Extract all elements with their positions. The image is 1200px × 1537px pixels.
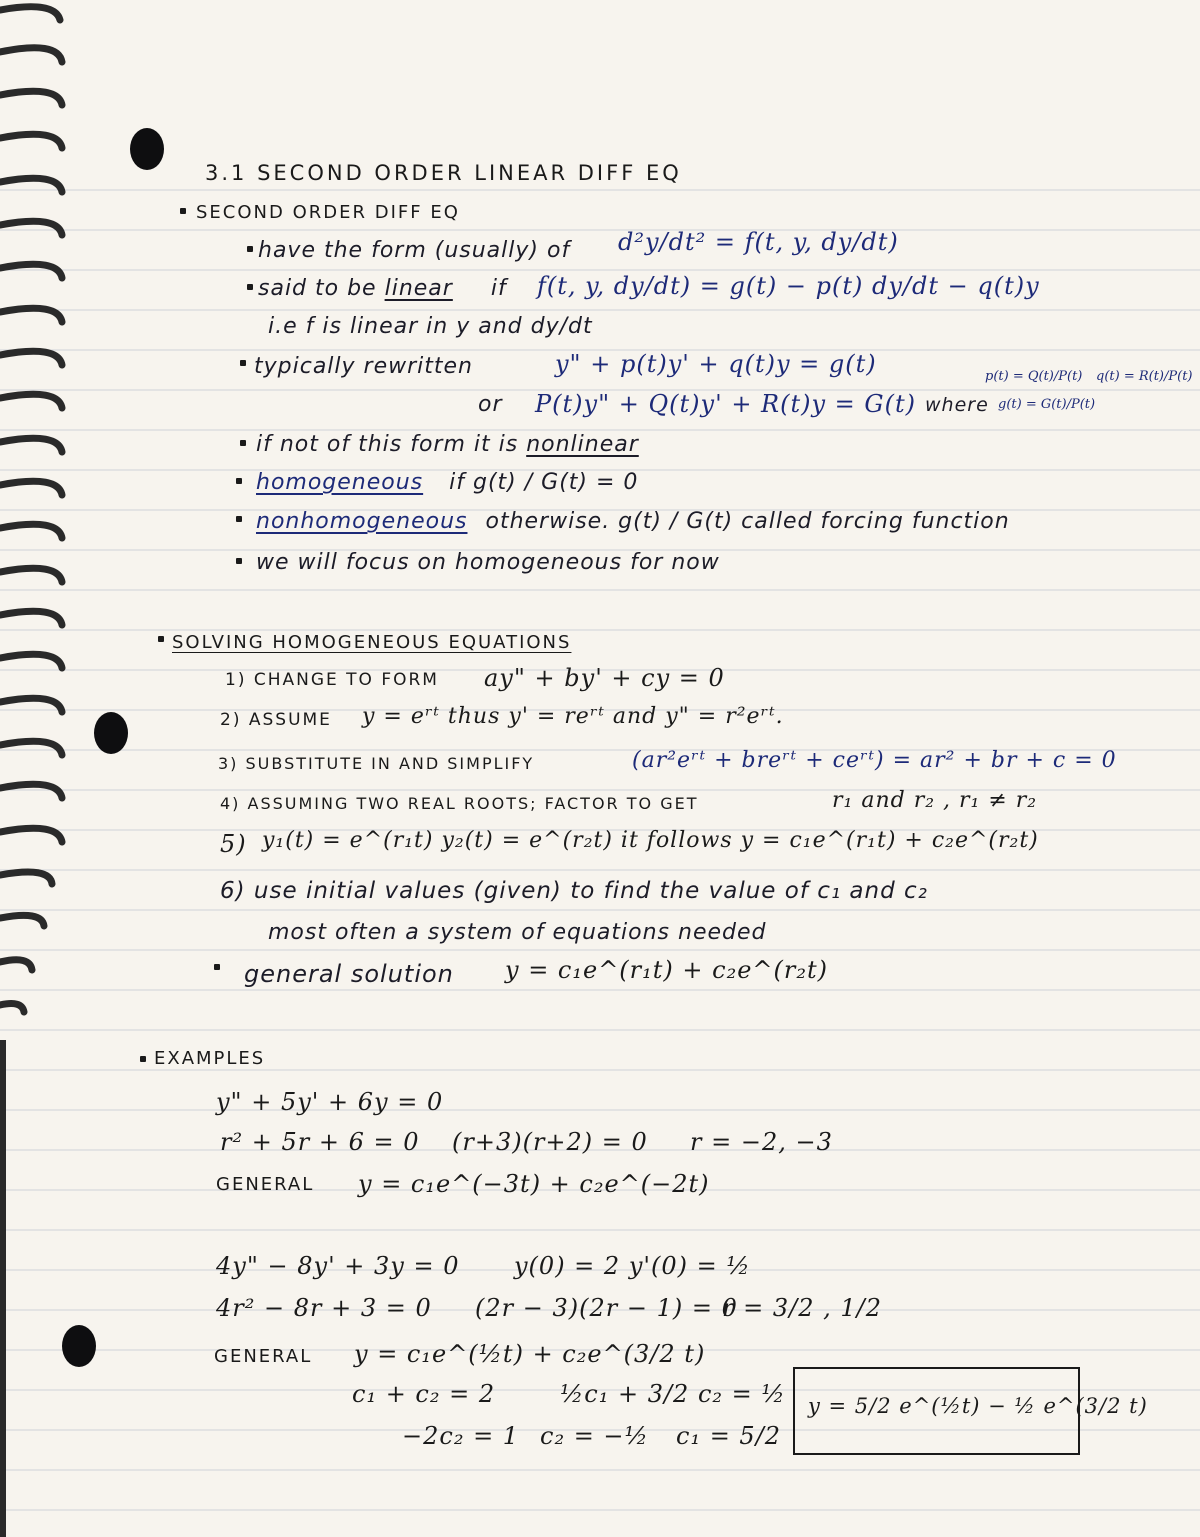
section-heading: SOLVING HOMOGENEOUS EQUATIONS [172,632,572,653]
homogeneous-rest: if g(t) / G(t) = 0 [449,470,639,495]
linear-equation: f(t, y, dy/dt) = g(t) − p(t) dy/dt − q(t)y [537,272,1040,300]
punch-hole [62,1325,96,1367]
bullet [240,440,246,446]
punch-hole [94,712,128,754]
nonlinear-lead: if not of this form it is [256,432,519,457]
step5-equation: y₁(t) = e^(r₁t) y₂(t) = e^(r₂t) it follows y = c₁e^(r₁t) + c₂e^(r₂t) [262,828,1039,853]
bullet [158,636,164,642]
spiral-binding [0,0,90,1537]
step3-label: 3) SUBSTITUTE IN AND SIMPLIFY [218,754,535,773]
example1-roots: r = −2, −3 [690,1128,833,1156]
ie-text: i.e f is linear in y and dy/dt [268,314,593,339]
side-note-g: g(t) = G(t)/P(t) [998,397,1096,412]
step2-label: 2) ASSUME [220,710,332,730]
step1-equation: ay" + by' + cy = 0 [484,664,725,692]
example2-equation: 4y" − 8y' + 3y = 0 [216,1252,460,1280]
example1-factored: (r+3)(r+2) = 0 [452,1128,648,1156]
example2-initial-conditions: y(0) = 2 y'(0) = ½ [514,1252,751,1280]
example2-characteristic: 4r² − 8r + 3 = 0 [216,1294,432,1322]
homogeneous-line [256,472,638,494]
c2-value: c₂ = −½ [540,1422,649,1450]
rewritten-text: typically rewritten [254,354,473,379]
step6-note: most often a system of equations needed [268,920,767,945]
system-equation-3: −2c₂ = 1 [402,1422,520,1450]
final-answer: y = 5/2 e^(½t) − ½ e^(3/2 t) [808,1394,1148,1418]
bullet [140,1056,146,1062]
general-equation: y = c₁e^(r₁t) + c₂e^(r₂t) [505,956,828,984]
example2-general: y = c₁e^(½t) + c₂e^(3/2 t) [354,1340,706,1368]
example1-characteristic: r² + 5r + 6 = 0 [220,1128,420,1156]
system-equation-2: ½c₁ + 3/2 c₂ = ½ [560,1380,786,1408]
example1-general-label: GENERAL [216,1174,315,1195]
bullet [240,360,246,366]
form-text: have the form (usually) of [258,238,571,263]
general-label: general solution [244,960,454,988]
homogeneous-word: homogeneous [256,470,424,495]
linear-text [258,278,507,300]
rewritten-equation: y" + p(t)y' + q(t)y = g(t) [555,350,877,378]
page-title: 3.1 SECOND ORDER LINEAR DIFF EQ [205,161,682,185]
bullet [247,246,253,252]
side-note-q: q(t) = R(t)/P(t) [1096,369,1193,384]
bullet [180,208,186,214]
step1-label: 1) CHANGE TO FORM [225,670,439,690]
side-note-p: p(t) = Q(t)/P(t) [985,369,1083,384]
example1-equation: y" + 5y' + 6y = 0 [216,1088,444,1116]
form-equation: d²y/dt² = f(t, y, dy/dt) [618,228,899,256]
nonhomogeneous-word: nonhomogeneous [256,509,468,534]
bullet [214,964,220,970]
step5-label: 5) [220,830,247,858]
step4-equation: r₁ and r₂ , r₁ ≠ r₂ [832,788,1038,813]
punch-hole [130,128,164,170]
where-text: where [925,394,989,416]
nonlinear-word: nonlinear [526,432,639,457]
nonhomogeneous-line [256,511,1010,533]
example1-general: y = c₁e^(−3t) + c₂e^(−2t) [358,1170,710,1198]
section-heading: SECOND ORDER DIFF EQ [196,202,460,223]
bullet [236,558,242,564]
bullet [236,516,242,522]
example2-general-label: GENERAL [214,1346,313,1367]
section-heading: EXAMPLES [154,1048,266,1069]
c1-value: c₁ = 5/2 [676,1422,782,1450]
bullet [247,284,253,290]
step3-equation: (ar²eʳᵗ + breʳᵗ + ceʳᵗ) = ar² + br + c = 0 [632,748,1117,773]
bullet [236,478,242,484]
linear-said: said to be [258,276,377,301]
step6-text: 6) use initial values (given) to find the value of c₁ and c₂ [220,878,928,904]
linear-word: linear [384,276,453,301]
focus-text: we will focus on homogeneous for now [256,550,720,575]
system-equation-1: c₁ + c₂ = 2 [352,1380,496,1408]
linear-if: if [490,276,507,301]
example2-factored: (2r − 3)(2r − 1) = 0 [475,1294,738,1322]
nonhomogeneous-rest: otherwise. g(t) / G(t) called forcing function [485,509,1010,534]
step4-label: 4) ASSUMING TWO REAL ROOTS; FACTOR TO GET [220,794,699,813]
example2-roots: r = 3/2 , 1/2 [722,1294,882,1322]
or-text: or [478,392,503,417]
step2-equation: y = eʳᵗ thus y' = reʳᵗ and y" = r²eʳᵗ. [362,704,784,729]
nonlinear-text [256,434,639,456]
or-equation: P(t)y" + Q(t)y' + R(t)y = G(t) [535,390,916,418]
